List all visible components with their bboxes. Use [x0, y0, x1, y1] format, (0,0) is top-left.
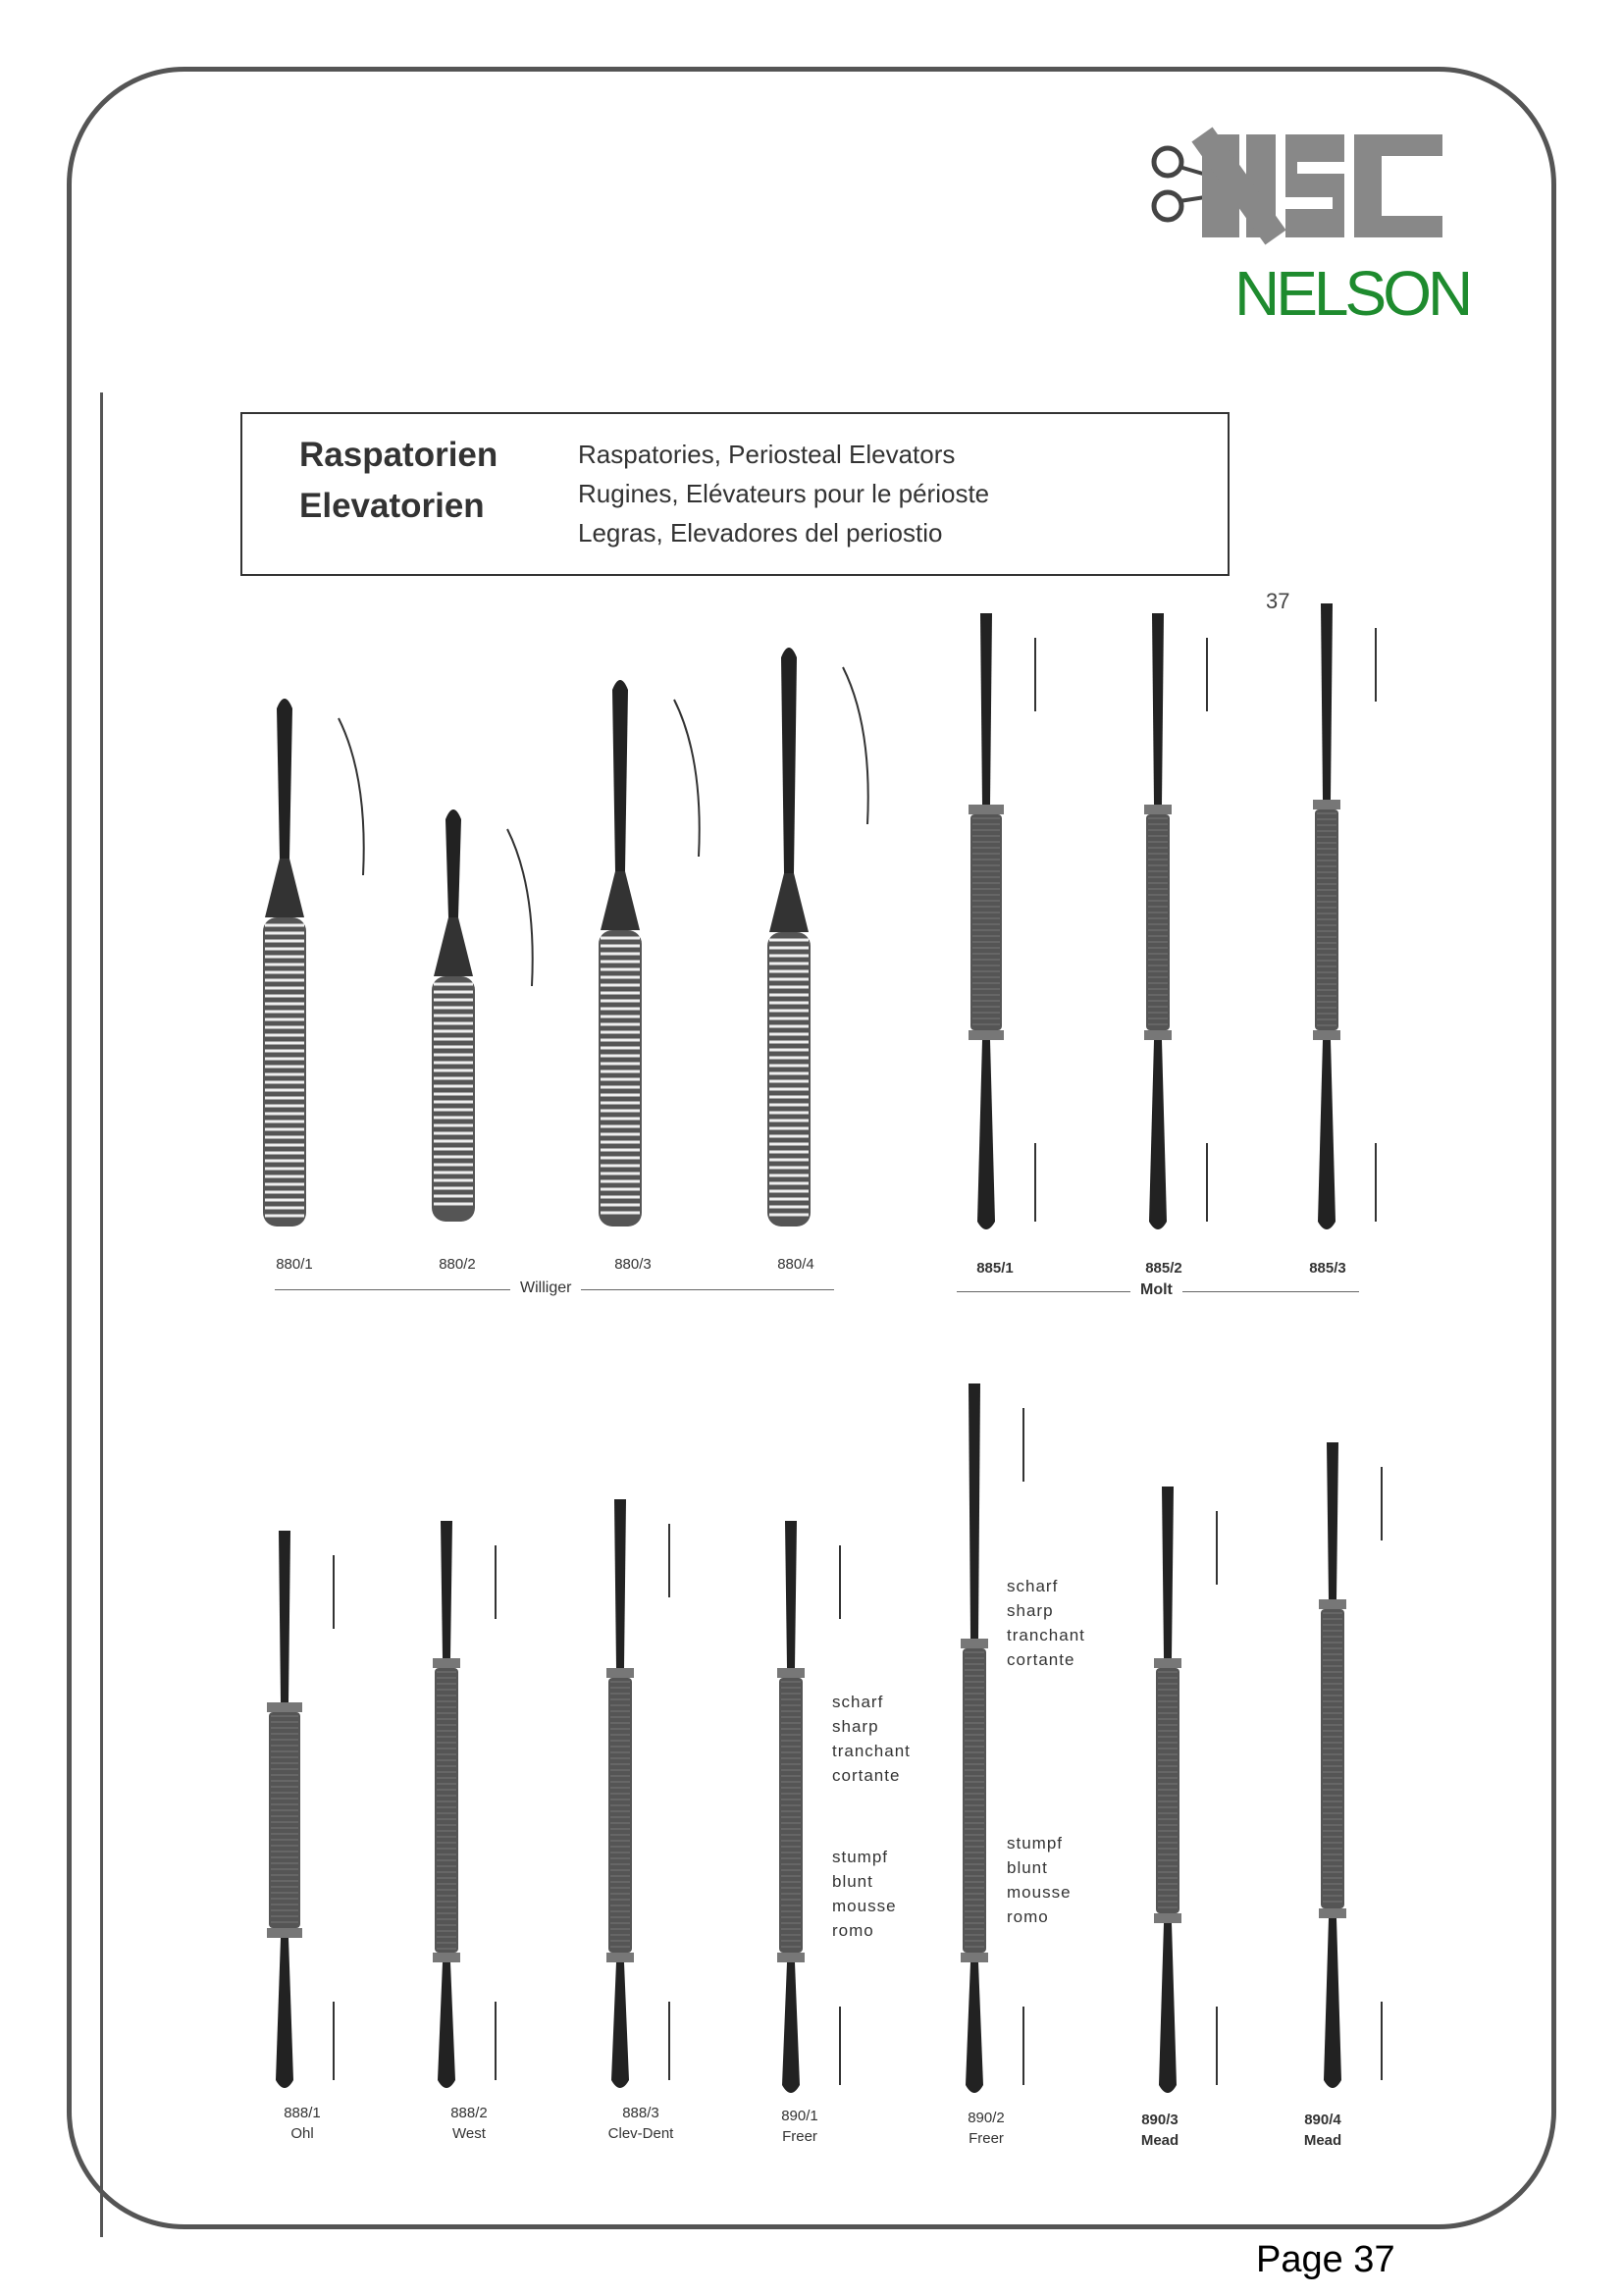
- title-german-1: Raspatorien: [299, 436, 498, 474]
- instrument-888-2: [407, 1511, 525, 2110]
- note-line: romo: [832, 1921, 874, 1940]
- note-blunt-890-1: [832, 1845, 897, 1943]
- note-sharp-890-2: [1007, 1574, 1085, 1672]
- note-sharp-890-1: [832, 1690, 911, 1788]
- instrument-880-3: [581, 670, 718, 1246]
- note-line: cortante: [832, 1766, 901, 1785]
- note-line: cortante: [1007, 1650, 1075, 1669]
- code-890-4: [1264, 2110, 1382, 2151]
- title-french: Rugines, Elévateurs pour le périoste: [578, 479, 990, 508]
- note-line: mousse: [832, 1897, 897, 1915]
- left-margin-rule: [100, 392, 103, 2237]
- note-line: blunt: [832, 1872, 873, 1891]
- instrument-885-2: [1119, 603, 1236, 1251]
- code-text: 890/3: [1141, 2112, 1179, 2128]
- instrument-880-2: [414, 800, 551, 1241]
- code-text: 888/3: [622, 2105, 659, 2121]
- instrument-885-3: [1287, 594, 1405, 1251]
- group-molt: Molt: [1130, 1281, 1182, 1299]
- code-890-3: [1101, 2110, 1219, 2151]
- instrument-name: Ohl: [290, 2125, 314, 2142]
- catalog-page-number: 37: [1266, 589, 1290, 613]
- instrument-880-1: [245, 689, 383, 1246]
- code-888-3: [582, 2103, 700, 2144]
- instrument-890-3: [1128, 1477, 1246, 2114]
- instrument-890-4: [1293, 1433, 1411, 2110]
- note-line: tranchant: [1007, 1626, 1085, 1644]
- code-text: 890/2: [968, 2110, 1005, 2126]
- note-line: stumpf: [1007, 1834, 1064, 1852]
- code-text: 890/4: [1304, 2112, 1341, 2128]
- note-line: sharp: [1007, 1601, 1054, 1620]
- note-line: scharf: [1007, 1577, 1059, 1595]
- note-line: stumpf: [832, 1848, 889, 1866]
- group-williger: Williger: [510, 1279, 581, 1297]
- title-box: [240, 412, 1230, 576]
- code-text: 888/2: [450, 2105, 488, 2121]
- note-line: scharf: [832, 1693, 884, 1711]
- instrument-888-3: [581, 1489, 699, 2110]
- code-text: 888/1: [284, 2105, 321, 2121]
- instrument-name: Freer: [782, 2128, 817, 2145]
- code-885-2: 885/2: [1145, 1260, 1182, 1277]
- title-german-2: Elevatorien: [299, 487, 485, 525]
- note-line: blunt: [1007, 1858, 1048, 1877]
- instrument-890-2: [935, 1374, 1053, 2114]
- note-line: mousse: [1007, 1883, 1072, 1902]
- title-spanish: Legras, Elevadores del periostio: [578, 518, 943, 548]
- instrument-885-1: [947, 603, 1065, 1251]
- instrument-888-1: [245, 1521, 363, 2110]
- instrument-880-4: [750, 638, 887, 1246]
- note-line: romo: [1007, 1907, 1049, 1926]
- code-text: 890/1: [781, 2108, 818, 2124]
- title-english: Raspatories, Periosteal Elevators: [578, 440, 956, 469]
- note-blunt-890-2: [1007, 1831, 1072, 1929]
- code-890-2: [927, 2108, 1045, 2149]
- code-885-3: 885/3: [1309, 1260, 1346, 1277]
- instrument-name: West: [452, 2125, 486, 2142]
- code-880-3: 880/3: [614, 1256, 652, 1273]
- note-line: tranchant: [832, 1742, 911, 1760]
- code-890-1: [741, 2106, 859, 2147]
- code-880-4: 880/4: [777, 1256, 814, 1273]
- code-888-2: [410, 2103, 528, 2144]
- instrument-name: Clev-Dent: [607, 2125, 674, 2142]
- instrument-name: Freer: [969, 2130, 1004, 2147]
- brand-name: NELSON: [1234, 258, 1470, 329]
- page-footer: Page 37: [1256, 2239, 1395, 2280]
- code-888-1: [243, 2103, 361, 2144]
- code-880-1: 880/1: [276, 1256, 313, 1273]
- instrument-name: Mead: [1303, 2132, 1342, 2149]
- code-880-2: 880/2: [439, 1256, 476, 1273]
- instrument-890-1: [752, 1511, 869, 2114]
- instrument-name: Mead: [1140, 2132, 1179, 2149]
- note-line: sharp: [832, 1717, 879, 1736]
- code-885-1: 885/1: [976, 1260, 1014, 1277]
